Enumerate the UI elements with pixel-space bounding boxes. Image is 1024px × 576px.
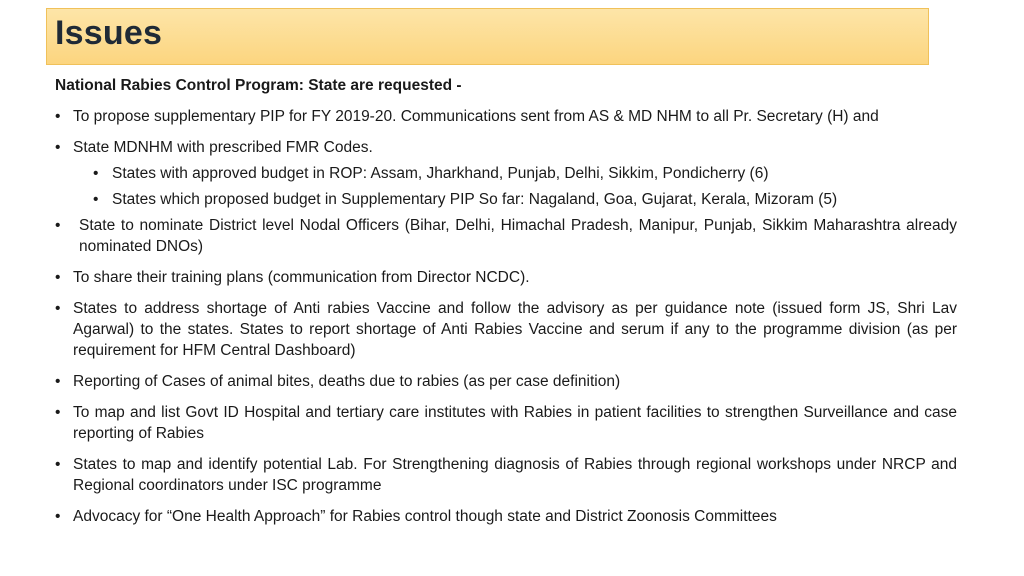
bullet-icon: • — [55, 404, 61, 421]
sub-list-item — [55, 189, 957, 210]
list-item — [55, 402, 957, 444]
bullet-icon: • — [93, 165, 99, 182]
list-item — [55, 454, 957, 496]
list-item-text: To propose supplementary PIP for FY 2019-20. Communications sent from AS & MD NHM to all Pr. Secretary (H) and — [73, 108, 879, 125]
bullet-icon: • — [93, 191, 99, 208]
list-item-text: To map and list Govt ID Hospital and tertiary care institutes with Rabies in patient facilities to strengthen Surveillance and case reporting of Rabies — [73, 404, 957, 442]
slide-subtitle: National Rabies Control Program: State are requested - — [55, 77, 462, 94]
list-item-text: To share their training plans (communication from Director NCDC). — [73, 269, 530, 286]
list-item — [55, 267, 957, 288]
list-item-text: Advocacy for “One Health Approach” for Rabies control though state and District Zoonosis Committees — [73, 508, 777, 525]
bullet-icon: • — [55, 139, 61, 156]
list-item — [55, 506, 957, 527]
list-item — [55, 106, 957, 127]
bullet-icon: • — [55, 300, 61, 317]
list-item-text: State MDNHM with prescribed FMR Codes. — [73, 139, 373, 156]
list-item-text: States which proposed budget in Supplementary PIP So far: Nagaland, Goa, Gujarat, Kerala, Mizoram (5) — [112, 191, 838, 208]
bullet-icon: • — [55, 373, 61, 390]
bullet-icon: • — [55, 217, 61, 234]
list-item-text: States with approved budget in ROP: Assam, Jharkhand, Punjab, Delhi, Sikkim, Pondicherry (6) — [112, 165, 769, 182]
list-item — [55, 215, 957, 257]
list-item-text: States to map and identify potential Lab. For Strengthening diagnosis of Rabies through regional workshops under NRCP and Regional coordinators under ISC programme — [73, 456, 957, 494]
list-item-text: States to address shortage of Anti rabies Vaccine and follow the advisory as per guidance note (issued form JS, Shri Lav Agarwal) to the states. States to report shortage of Anti Rabies Vaccine and serum if any to the programme division (as per requirement for HFM Central Dashboard) — [73, 300, 957, 359]
list-item — [55, 298, 957, 361]
list-item-text: State to nominate District level Nodal Officers (Bihar, Delhi, Himachal Pradesh, Manipur, Punjab, Sikkim Maharashtra already nominated DNOs) — [79, 217, 957, 255]
list-item — [55, 137, 957, 158]
bullet-icon: • — [55, 108, 61, 125]
bullet-icon: • — [55, 508, 61, 525]
list-item-text: Reporting of Cases of animal bites, deaths due to rabies (as per case definition) — [73, 373, 621, 390]
title-banner — [46, 8, 929, 65]
sub-list-item — [55, 163, 957, 184]
bullet-icon: • — [55, 456, 61, 473]
bullet-list — [55, 106, 957, 537]
list-item — [55, 371, 957, 392]
slide-title: Issues — [55, 14, 163, 52]
bullet-icon: • — [55, 269, 61, 286]
